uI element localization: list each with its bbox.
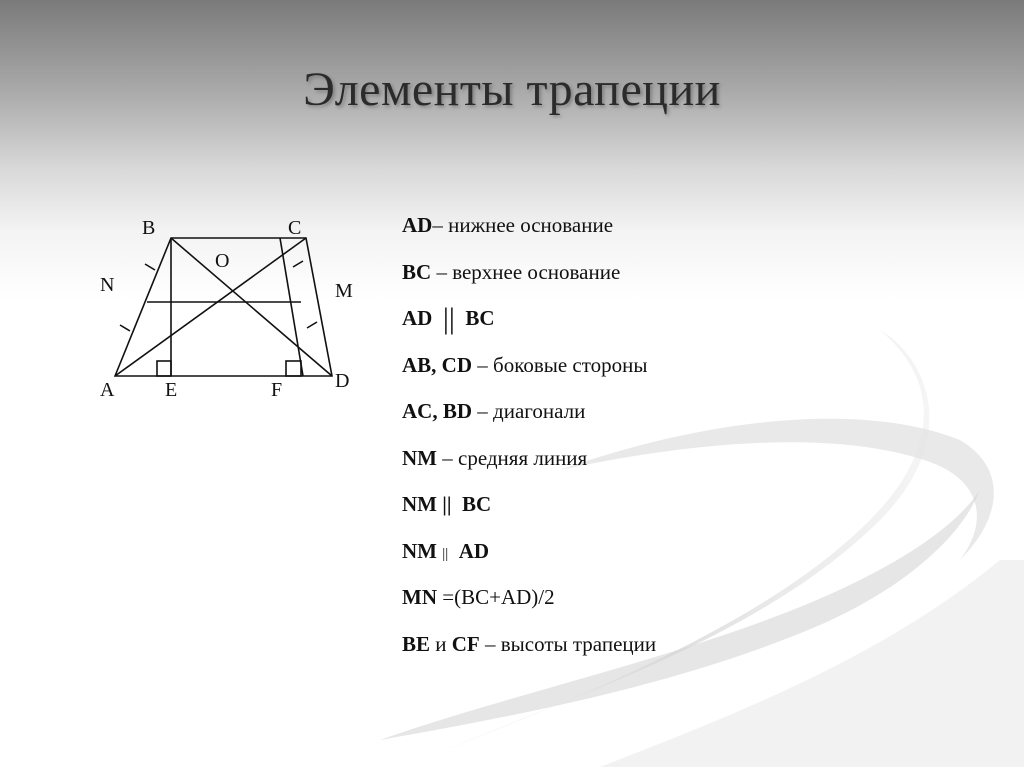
fact-term: AD	[402, 213, 433, 237]
label-point-a: A	[100, 379, 115, 401]
label-point-o: O	[215, 250, 230, 272]
parallel-symbol: ||	[442, 492, 452, 516]
right-angle-f	[286, 361, 301, 376]
fact-item	[402, 632, 982, 679]
fact-item	[402, 446, 982, 493]
parallel-symbol: ||	[442, 545, 449, 562]
fact-term: NM	[402, 492, 437, 516]
fact-text: – диагонали	[472, 399, 586, 423]
facts-list	[402, 213, 982, 678]
fact-term-2: BC	[462, 492, 492, 516]
fact-item	[402, 353, 982, 400]
tick-ab-upper	[145, 264, 155, 270]
label-point-m: M	[335, 280, 353, 302]
fact-term-2: CF	[451, 631, 480, 656]
fact-item	[402, 585, 982, 632]
fact-item	[402, 492, 982, 539]
slide-title: Элементы трапеции	[303, 63, 721, 116]
tick-ab-lower	[120, 325, 130, 331]
height-cf	[280, 238, 303, 376]
fact-text: и	[430, 631, 452, 656]
label-point-f: F	[271, 379, 283, 401]
fact-term: MN	[402, 585, 437, 609]
fact-item	[402, 260, 982, 307]
fact-term: NM	[402, 538, 437, 563]
diagonal-bd	[171, 238, 332, 376]
fact-text: – боковые стороны	[472, 352, 648, 377]
tick-cd-upper	[293, 261, 303, 267]
trapezoid-diagram	[95, 205, 375, 405]
fact-term-2: BC	[465, 306, 495, 330]
fact-term: BE	[402, 631, 431, 656]
fact-text: – средняя линия	[437, 445, 588, 470]
fact-term: NM	[402, 445, 437, 470]
fact-item	[402, 213, 982, 260]
label-point-e: E	[165, 379, 178, 401]
fact-text-2: – высоты трапеции	[479, 631, 657, 656]
fact-term: AC, BD	[402, 399, 473, 423]
right-angle-e	[157, 361, 171, 376]
label-point-d: D	[335, 370, 350, 392]
fact-item	[402, 302, 982, 353]
fact-term: AD	[402, 306, 433, 330]
fact-item	[402, 399, 982, 446]
label-point-n: N	[100, 274, 115, 296]
fact-term: AB, CD	[402, 352, 473, 377]
fact-term-2: AD	[458, 538, 490, 563]
fact-item	[402, 539, 982, 586]
fact-text: =(BC+AD)/2	[437, 585, 555, 609]
fact-text: – нижнее основание	[432, 213, 614, 237]
label-point-b: B	[142, 217, 156, 239]
tick-cd-lower	[307, 322, 317, 328]
fact-term: BC	[402, 259, 432, 284]
fact-text: – верхнее основание	[431, 259, 621, 284]
label-point-c: C	[288, 217, 302, 239]
parallel-symbol: ||	[442, 302, 455, 335]
